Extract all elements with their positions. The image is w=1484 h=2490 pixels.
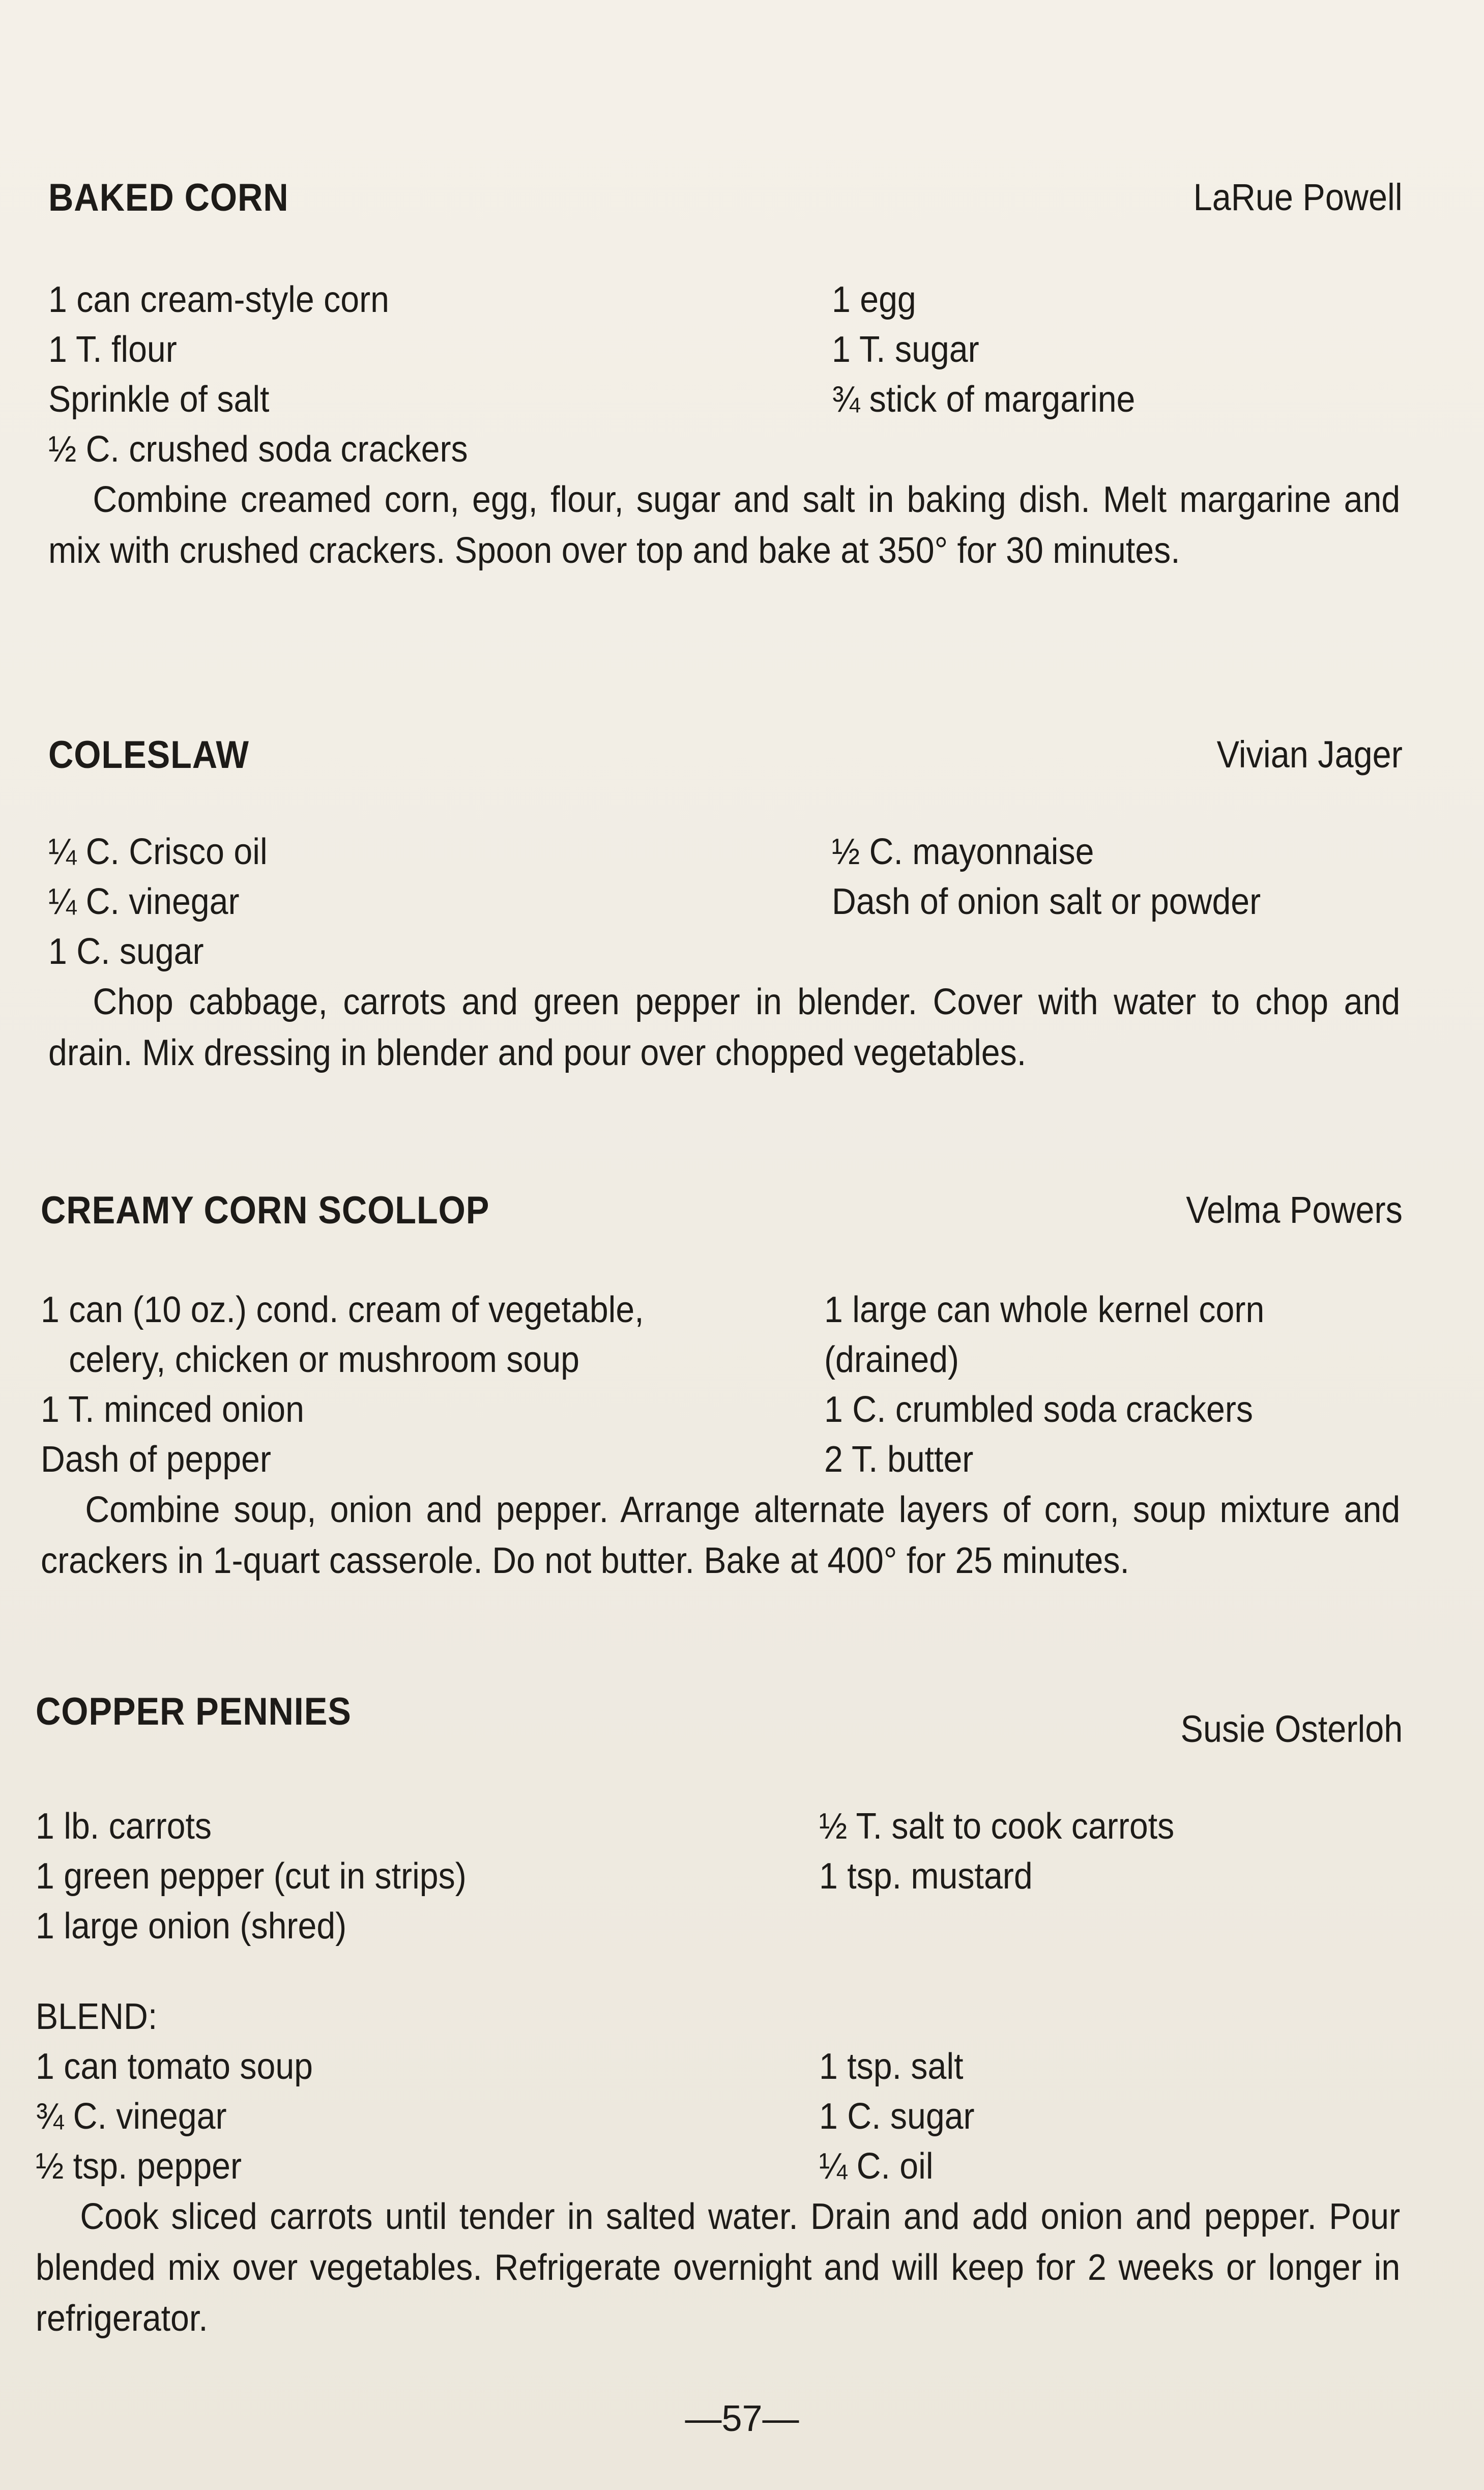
blend-ingredient-list	[36, 2042, 1403, 2191]
recipe-header	[48, 733, 1403, 789]
recipe-title: COLESLAW	[48, 733, 249, 777]
ingredient: 1 large onion (shred)	[36, 1906, 347, 1947]
ingredient-list	[48, 275, 1403, 474]
ingredient: 1 T. minced onion	[41, 1389, 304, 1430]
ingredient: ¼ C. Crisco oil	[48, 832, 268, 872]
ingredient	[832, 927, 1357, 977]
ingredient-list	[36, 1801, 1403, 1951]
ingredient: ¾ C. vinegar	[36, 2096, 227, 2137]
ingredient	[819, 1901, 1356, 1951]
directions: Combine creamed corn, egg, flour, sugar and salt in baking dish. Melt margarine and mix with crushed crackers. Spoon over top and bake at 350° for 30 minutes.	[48, 479, 1401, 571]
ingredient: 1 can (10 oz.) cond. cream of vegetable,	[41, 1290, 644, 1330]
ingredient: 1 T. sugar	[832, 329, 979, 370]
ingredient: 1 green pepper (cut in strips)	[36, 1856, 467, 1897]
recipe-header	[41, 1188, 1403, 1244]
recipe-header	[36, 1690, 1403, 1750]
ingredient: ¾ stick of margarine	[832, 379, 1136, 420]
directions: Chop cabbage, carrots and green pepper in blender. Cover with water to chop and drain. Mix dressing in blender and pour over chopped vegetables.	[48, 982, 1401, 1073]
ingredient: 1 tsp. mustard	[819, 1856, 1033, 1897]
ingredient: 1 can cream-style corn	[48, 279, 390, 320]
recipe-header	[48, 176, 1403, 232]
recipe-author: Velma Powers	[1186, 1189, 1403, 1231]
ingredient: ¼ C. vinegar	[48, 881, 240, 922]
ingredient: ½ tsp. pepper	[36, 2146, 242, 2187]
ingredient: Dash of pepper	[41, 1439, 271, 1480]
ingredient-list	[48, 827, 1403, 977]
recipe-author: Susie Osterloh	[1180, 1708, 1403, 1750]
ingredient	[832, 424, 1357, 474]
ingredient: Dash of onion salt or powder	[832, 881, 1261, 922]
ingredient-list	[41, 1285, 1403, 1484]
directions: Combine soup, onion and pepper. Arrange alternate layers of corn, soup mixture and crackers in 1-quart casserole. Do not butter. Bake at 400° for 25 minutes.	[41, 1490, 1401, 1581]
ingredient: 2 T. butter	[824, 1439, 974, 1480]
ingredient: 1 C. sugar	[819, 2096, 975, 2137]
blend-label: BLEND:	[36, 1996, 158, 2037]
directions: Cook sliced carrots until tender in salted water. Drain and add onion and pepper. Pour blended mix over vegetables. Refrigerate overnight and will keep for 2 weeks or longer in refrigerator.	[36, 2196, 1401, 2339]
recipe-copper-pennies	[36, 1690, 1403, 2344]
ingredient: 1 can tomato soup	[36, 2046, 313, 2087]
ingredient: (drained)	[824, 1339, 959, 1380]
ingredient: 1 egg	[832, 279, 916, 320]
recipe-title: CREAMY CORN SCOLLOP	[41, 1189, 490, 1232]
ingredient: ½ T. salt to cook carrots	[819, 1806, 1175, 1847]
page-number: —57—	[685, 2398, 799, 2439]
ingredient: ½ C. mayonnaise	[832, 832, 1094, 872]
ingredient: ½ C. crushed soda crackers	[48, 429, 468, 470]
ingredient: 1 C. sugar	[48, 931, 204, 972]
recipe-author: Vivian Jager	[1216, 733, 1403, 776]
recipe-title: BAKED CORN	[48, 176, 289, 219]
recipe-baked-corn	[48, 176, 1403, 576]
recipe-coleslaw	[48, 733, 1403, 1078]
recipe-author: LaRue Powell	[1194, 176, 1403, 218]
recipe-title: COPPER PENNIES	[36, 1690, 352, 1733]
ingredient: 1 C. crumbled soda crackers	[824, 1389, 1254, 1430]
ingredient: Sprinkle of salt	[48, 379, 270, 420]
ingredient: ¼ C. oil	[819, 2146, 934, 2187]
ingredient: 1 large can whole kernel corn	[824, 1290, 1265, 1330]
ingredient: 1 tsp. salt	[819, 2046, 964, 2087]
ingredient: 1 lb. carrots	[36, 1806, 212, 1847]
ingredient: 1 T. flour	[48, 329, 177, 370]
recipe-creamy-corn-scollop	[41, 1188, 1403, 1586]
ingredient: celery, chicken or mushroom soup	[69, 1339, 580, 1380]
